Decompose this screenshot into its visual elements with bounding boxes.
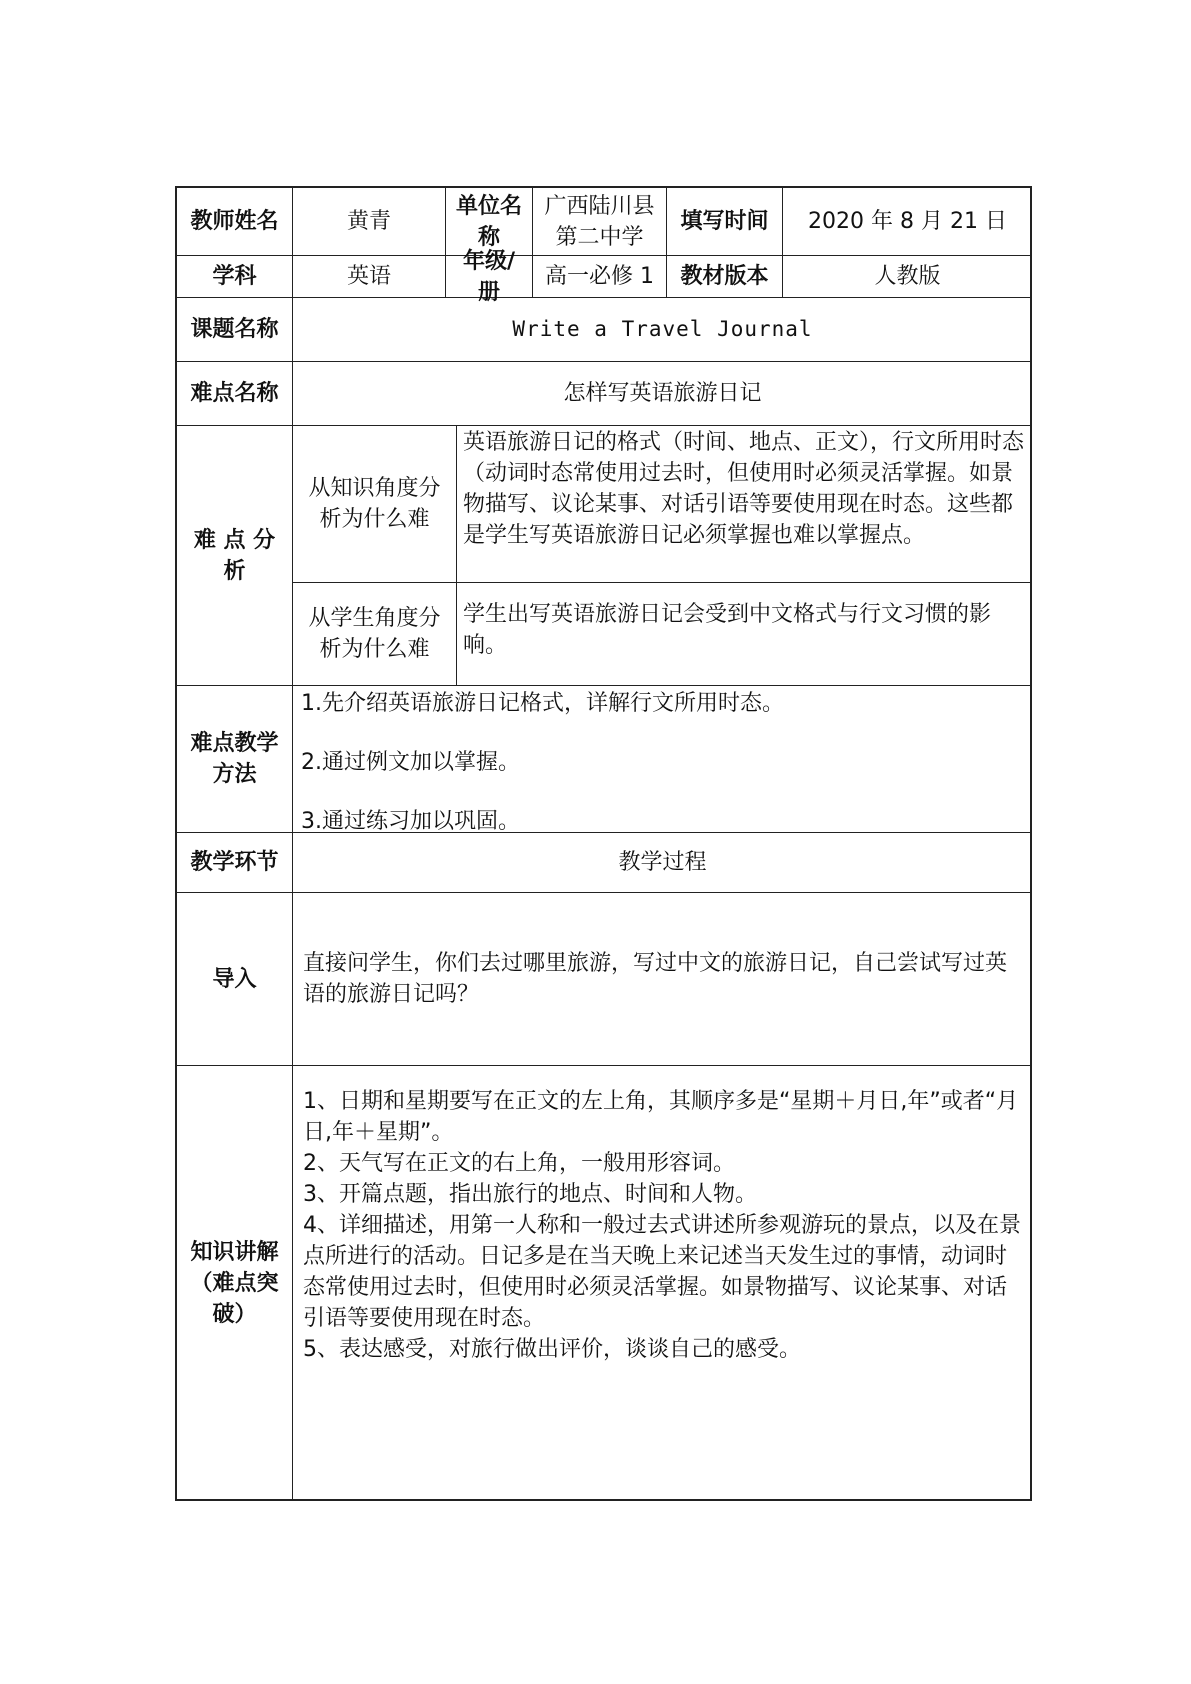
knowledge-item: 4、详细描述，用第一人称和一般过去式讲述所参观游玩的景点，以及在景点所进行的活动。日记多是在当天晚上来记述当天发生过的事情，动词时态常使用过去时，但使用时必须灵活掌握。如景物描写、议论某事、对话引语等要使用现在时态。 (303, 1213, 1021, 1331)
grade-value: 高一必修 1 (533, 256, 667, 298)
topic-value: Write a Travel Journal (293, 298, 1032, 362)
filled-label: 填写时间 (667, 188, 783, 256)
method-item: 2.通过例文加以掌握。 (301, 750, 520, 775)
edition-label: 教材版本 (667, 256, 783, 298)
difficulty-label: 难点名称 (177, 362, 293, 426)
intro-text: 直接问学生，你们去过哪里旅游，写过中文的旅游日记，自己尝试写过英语的旅游日记吗？ (293, 893, 1032, 1066)
unit-value: 广西陆川县第二中学 (533, 188, 667, 256)
knowledge-label: 知识讲解（难点突破） (177, 1066, 293, 1501)
method-item: 3.通过练习加以巩固。 (301, 809, 520, 834)
topic-label: 课题名称 (177, 298, 293, 362)
knowledge-list (293, 1066, 1032, 1501)
knowledge-item: 1、日期和星期要写在正文的左上角，其顺序多是“星期＋月日,年”或者“月日,年＋星期”。 (303, 1089, 1019, 1145)
knowledge-item: 3、开篇点题，指出旅行的地点、时间和人物。 (303, 1182, 757, 1207)
methods-list (293, 686, 1032, 833)
filled-value: 2020 年 8 月 21 日 (783, 188, 1032, 256)
teacher-label: 教师姓名 (177, 188, 293, 256)
knowledge-item: 5、表达感受，对旅行做出评价，谈谈自己的感受。 (303, 1337, 801, 1362)
knowledge-angle-text: 英语旅游日记的格式（时间、地点、正文），行文所用时态（动词时态常使用过去时，但使用时必须灵活掌握。如景物描写、议论某事、对话引语等要使用现在时态。这些都是学生写英语旅游日记必须掌握也难以掌握点。 (457, 426, 1032, 583)
unit-label: 单位名称 (446, 188, 533, 256)
difficulty-value: 怎样写英语旅游日记 (293, 362, 1032, 426)
student-angle-text: 学生出写英语旅游日记会受到中文格式与行文习惯的影响。 (457, 583, 1032, 686)
edition-value: 人教版 (783, 256, 1032, 298)
process-label: 教学环节 (177, 833, 293, 893)
analysis-label: 难 点 分析 (177, 426, 293, 686)
subject-value: 英语 (293, 256, 446, 298)
method-item: 1.先介绍英语旅游日记格式，详解行文所用时态。 (301, 691, 784, 716)
knowledge-angle-label: 从知识角度分析为什么难 (293, 426, 457, 583)
knowledge-item: 2、天气写在正文的右上角，一般用形容词。 (303, 1151, 735, 1176)
grade-label: 年级/册 (446, 256, 533, 298)
lesson-plan-table (175, 186, 1032, 1501)
intro-label: 导入 (177, 893, 293, 1066)
teacher-value: 黄青 (293, 188, 446, 256)
subject-label: 学科 (177, 256, 293, 298)
methods-label: 难点教学方法 (177, 686, 293, 833)
student-angle-label: 从学生角度分析为什么难 (293, 583, 457, 686)
process-value: 教学过程 (293, 833, 1032, 893)
